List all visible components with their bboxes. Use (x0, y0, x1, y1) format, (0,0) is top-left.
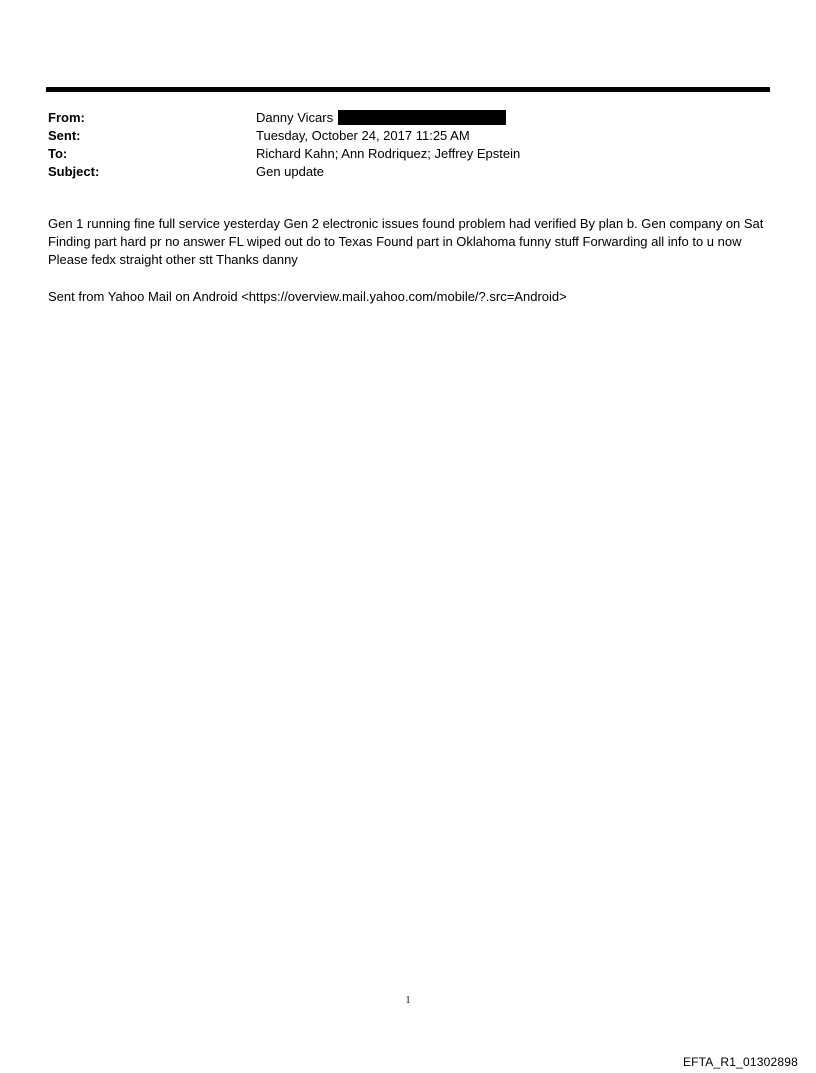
from-label: From: (48, 109, 85, 125)
from-value-wrap (256, 110, 506, 125)
document-id: EFTA_R1_01302898 (682, 1055, 798, 1069)
sent-value: Tuesday, October 24, 2017 11:25 AM (256, 127, 470, 143)
subject-value: Gen update (256, 163, 324, 179)
mail-signature: Sent from Yahoo Mail on Android <https://overview.mail.yahoo.com/mobile/?.src=Android> (48, 289, 567, 304)
subject-row (48, 162, 748, 180)
to-row (48, 144, 748, 162)
email-header (48, 108, 748, 180)
message-body: Gen 1 running fine full service yesterday Gen 2 electronic issues found problem had verified By plan b. Gen company on Sat Finding part hard pr no answer FL wiped out do to Texas Found part in Oklahoma funny stuff Forwarding all info to u now Please fedx straight other stt Thanks danny (48, 216, 764, 267)
to-value: Richard Kahn; Ann Rodriquez; Jeffrey Epstein (256, 145, 521, 161)
to-label: To: (48, 145, 68, 161)
sent-row (48, 126, 748, 144)
from-value: Danny Vicars (256, 109, 334, 125)
header-rule (46, 87, 770, 92)
from-row (48, 108, 748, 126)
subject-label: Subject: (48, 163, 100, 179)
sent-label: Sent: (48, 127, 81, 143)
redaction-box (338, 110, 506, 125)
page-number: 1 (405, 995, 411, 1006)
